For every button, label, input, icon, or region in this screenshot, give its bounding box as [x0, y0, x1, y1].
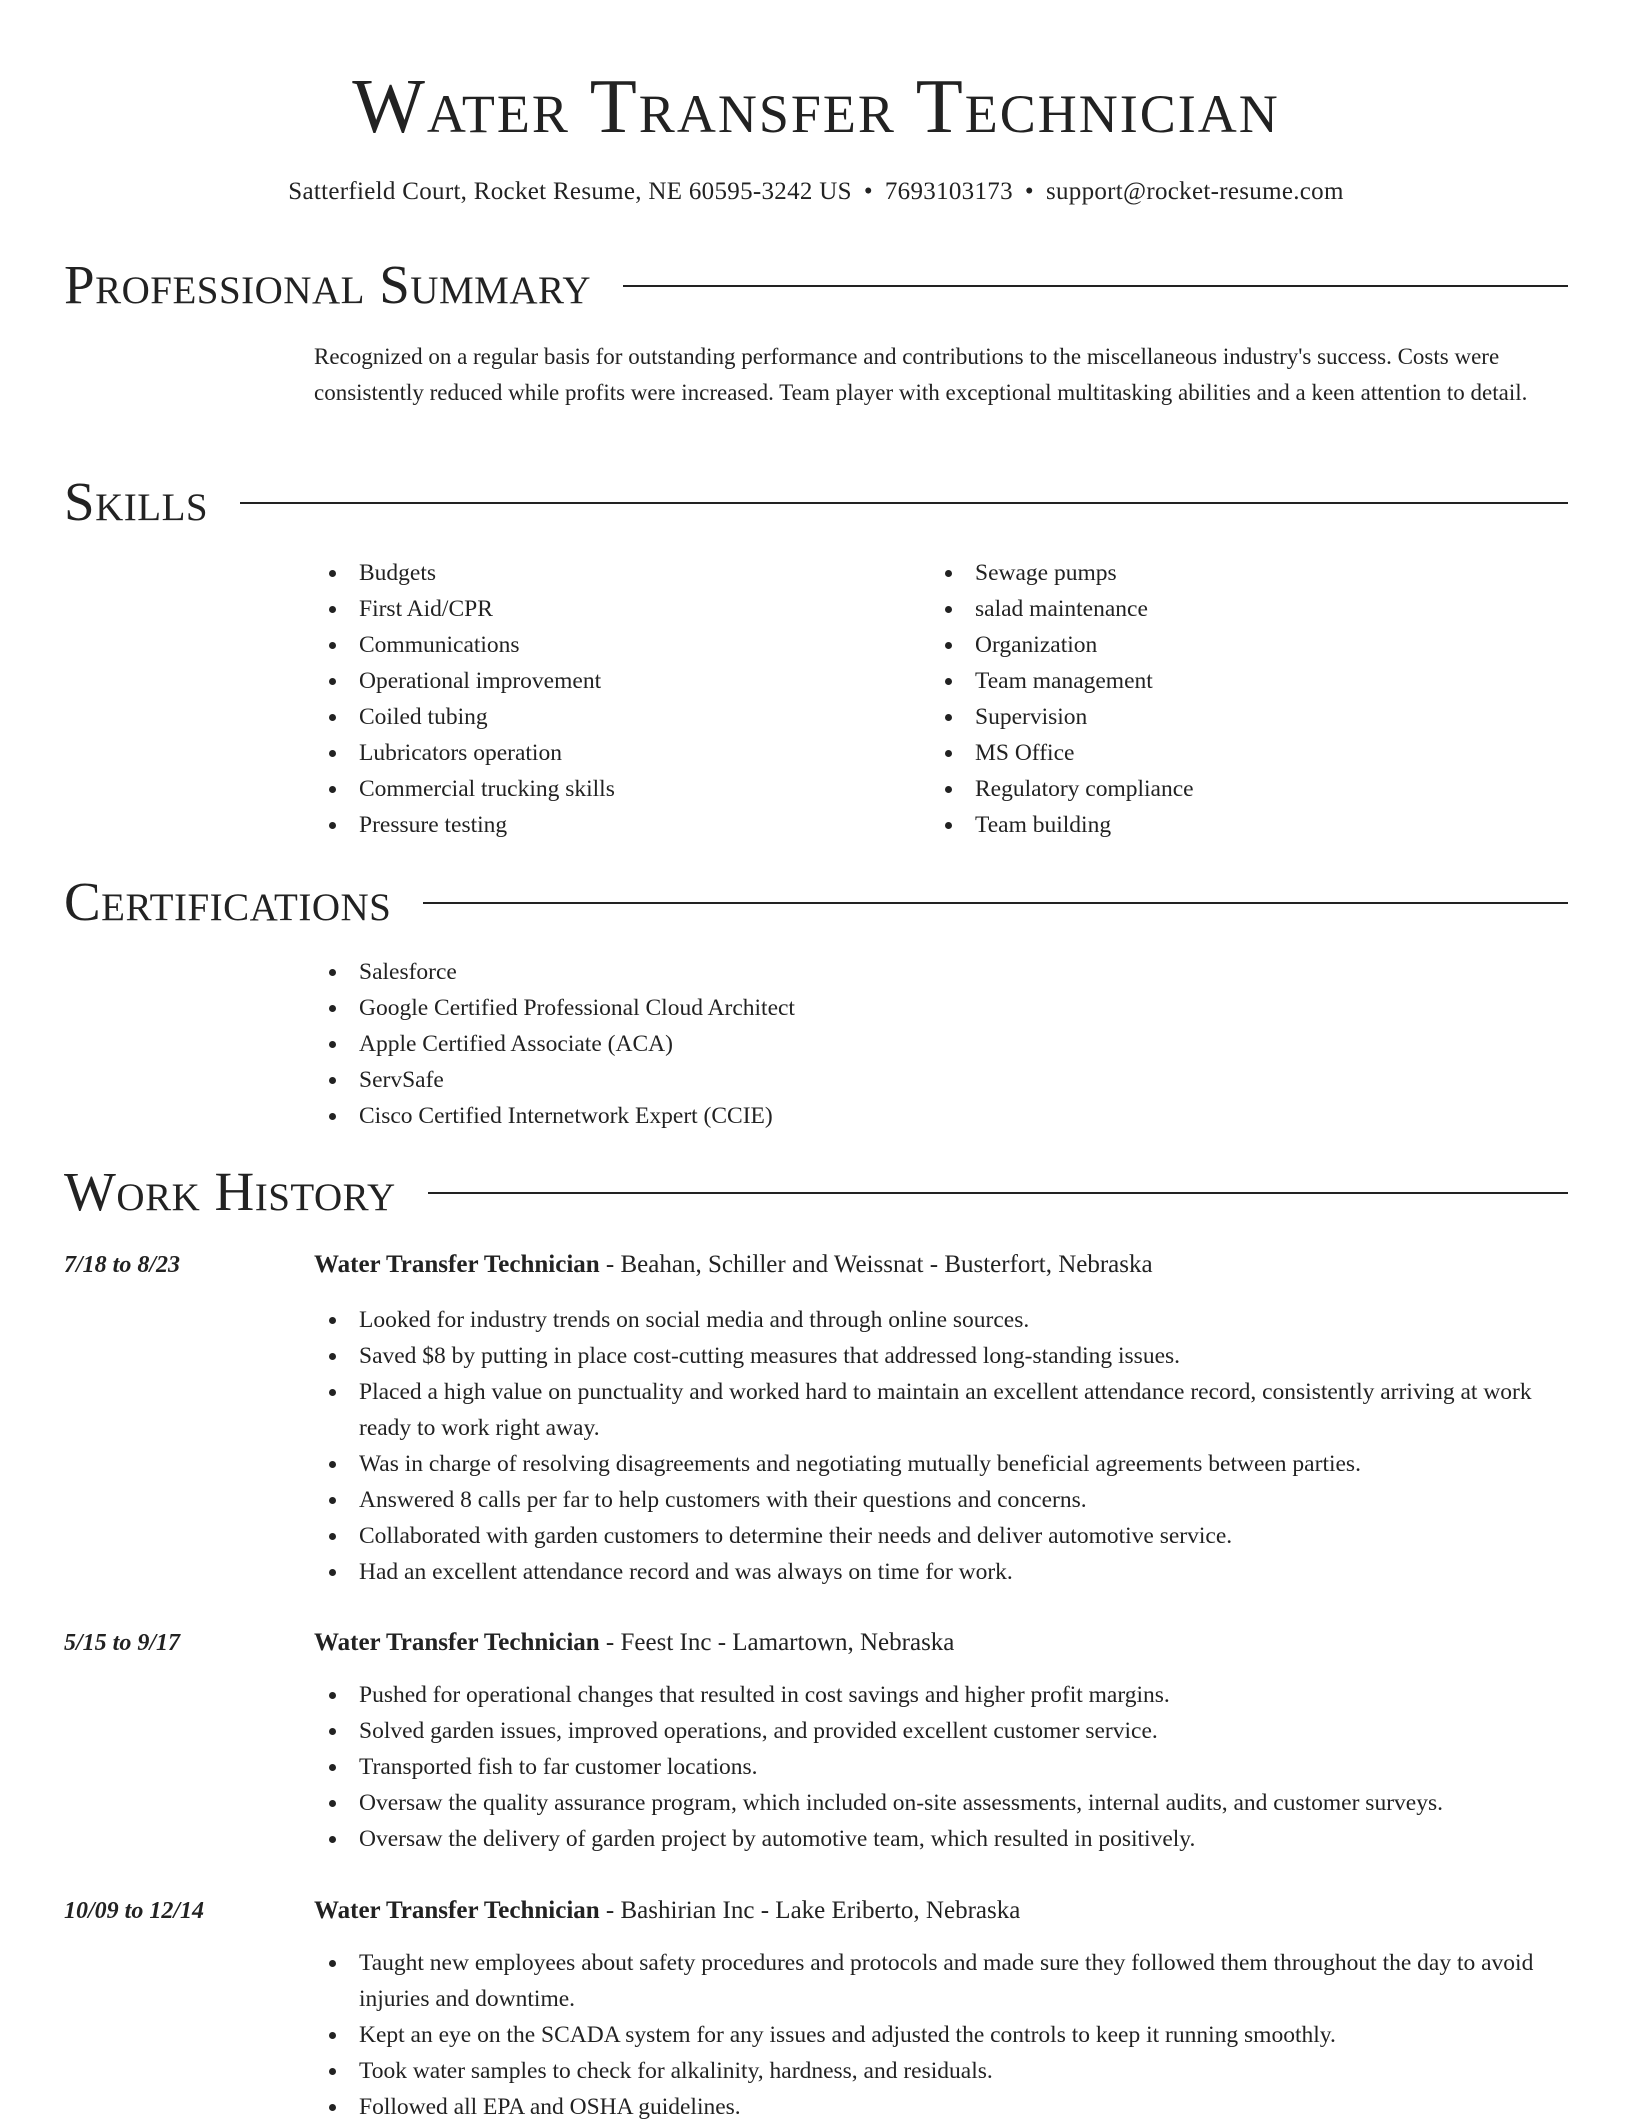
- job-role: Water Transfer Technician: [314, 1629, 600, 1656]
- separator-dot: •: [1024, 178, 1034, 205]
- skill-item: Communications: [314, 627, 914, 663]
- certification-item: Salesforce: [314, 954, 1514, 990]
- section-title: Professional Summary: [64, 254, 592, 315]
- section-divider: [623, 285, 1568, 287]
- job-bullet: Followed all EPA and OSHA guidelines.: [314, 2089, 1566, 2125]
- skill-item: Organization: [930, 627, 1530, 663]
- skill-item: MS Office: [930, 735, 1530, 771]
- job-bullet: Oversaw the delivery of garden project by automotive team, which resulted in positively.: [314, 1821, 1566, 1857]
- job-dates: 5/15 to 9/17: [64, 1630, 181, 1656]
- job-bullet: Taught new employees about safety procedures and protocols and made sure they followed them throughout the day to avoid injuries and downtime.: [314, 1945, 1566, 2017]
- job-role: Water Transfer Technician: [314, 1897, 600, 1924]
- candidate-name: Water Transfer Technician: [352, 63, 1280, 149]
- job-role: Water Transfer Technician: [314, 1251, 600, 1278]
- job-bullet: Took water samples to check for alkalinity, hardness, and residuals.: [314, 2053, 1566, 2089]
- job-bullets: [314, 1677, 1566, 1857]
- certification-item: Apple Certified Associate (ACA): [314, 1026, 1514, 1062]
- certification-item: ServSafe: [314, 1062, 1514, 1098]
- summary-section-header: [64, 253, 1568, 317]
- skill-item: Operational improvement: [314, 663, 914, 699]
- job-employer: - Beahan, Schiller and Weissnat - Busterfort, Nebraska: [599, 1251, 1153, 1278]
- job-bullet: Transported fish to far customer locations.: [314, 1749, 1566, 1785]
- job-bullet: Looked for industry trends on social media and through online sources.: [314, 1302, 1566, 1338]
- certification-item: Cisco Certified Internetwork Expert (CCIE): [314, 1098, 1514, 1134]
- skill-item: Team management: [930, 663, 1530, 699]
- section-divider: [428, 1192, 1568, 1194]
- skill-item: Coiled tubing: [314, 699, 914, 735]
- job-bullet: Solved garden issues, improved operations, and provided excellent customer service.: [314, 1713, 1566, 1749]
- skill-item: Pressure testing: [314, 807, 914, 843]
- contact-line: [0, 174, 1632, 210]
- job-bullet: Saved $8 by putting in place cost-cutting measures that addressed long-standing issues.: [314, 1338, 1566, 1374]
- job-bullet: Kept an eye on the SCADA system for any issues and adjusted the controls to keep it running smoothly.: [314, 2017, 1566, 2053]
- job-bullet: Placed a high value on punctuality and worked hard to maintain an excellent attendance record, consistently arriving at work ready to work right away.: [314, 1374, 1566, 1446]
- phone: 7693103173: [884, 178, 1013, 205]
- job-employer: - Bashirian Inc - Lake Eriberto, Nebraska: [599, 1897, 1021, 1924]
- address: Satterfield Court, Rocket Resume, NE 60595-3242 US: [288, 178, 852, 205]
- job-bullet: Answered 8 calls per far to help customers with their questions and concerns.: [314, 1482, 1566, 1518]
- separator-dot: •: [863, 178, 873, 205]
- job-employer: - Feest Inc - Lamartown, Nebraska: [599, 1629, 955, 1656]
- job-bullets: [314, 1302, 1566, 1590]
- skill-item: Sewage pumps: [930, 555, 1530, 591]
- job-dates: 10/09 to 12/14: [64, 1898, 205, 1924]
- section-divider: [240, 502, 1568, 504]
- job-title-line: [314, 1893, 1020, 1929]
- section-title: Skills: [64, 471, 209, 532]
- skill-item: salad maintenance: [930, 591, 1530, 627]
- job-bullet: Collaborated with garden customers to determine their needs and deliver automotive service.: [314, 1518, 1566, 1554]
- skills-list-right: [930, 555, 1530, 843]
- job-bullet: Was in charge of resolving disagreements and negotiating mutually beneficial agreements between parties.: [314, 1446, 1566, 1482]
- job-bullet: Had an excellent attendance record and was always on time for work.: [314, 1554, 1566, 1590]
- skill-item: Budgets: [314, 555, 914, 591]
- summary-text: Recognized on a regular basis for outstanding performance and contributions to the miscellaneous industry's success. Costs were consistently reduced while profits were increased. Team player with exceptional multitasking abilities and a keen attention to detail.: [314, 344, 1528, 405]
- job-title-line: [314, 1625, 954, 1661]
- skill-item: Regulatory compliance: [930, 771, 1530, 807]
- section-title: Certifications: [64, 871, 392, 932]
- skills-list-left: [314, 555, 914, 843]
- section-divider: [423, 902, 1568, 904]
- job-title-line: [314, 1247, 1153, 1283]
- section-title: Work History: [64, 1161, 396, 1222]
- work-history-section-header: [64, 1160, 1568, 1224]
- skill-item: Supervision: [930, 699, 1530, 735]
- email: support@rocket-resume.com: [1045, 178, 1344, 205]
- job-dates: 7/18 to 8/23: [64, 1252, 181, 1278]
- job-bullets: [314, 1945, 1566, 2125]
- skill-item: First Aid/CPR: [314, 591, 914, 627]
- certification-item: Google Certified Professional Cloud Architect: [314, 990, 1514, 1026]
- certifications-section-header: [64, 870, 1568, 934]
- skill-item: Lubricators operation: [314, 735, 914, 771]
- skill-item: Team building: [930, 807, 1530, 843]
- certifications-list: [314, 954, 1514, 1134]
- skills-section-header: [64, 470, 1568, 534]
- skill-item: Commercial trucking skills: [314, 771, 914, 807]
- job-bullet: Oversaw the quality assurance program, which included on-site assessments, internal audits, and customer surveys.: [314, 1785, 1566, 1821]
- job-bullet: Pushed for operational changes that resulted in cost savings and higher profit margins.: [314, 1677, 1566, 1713]
